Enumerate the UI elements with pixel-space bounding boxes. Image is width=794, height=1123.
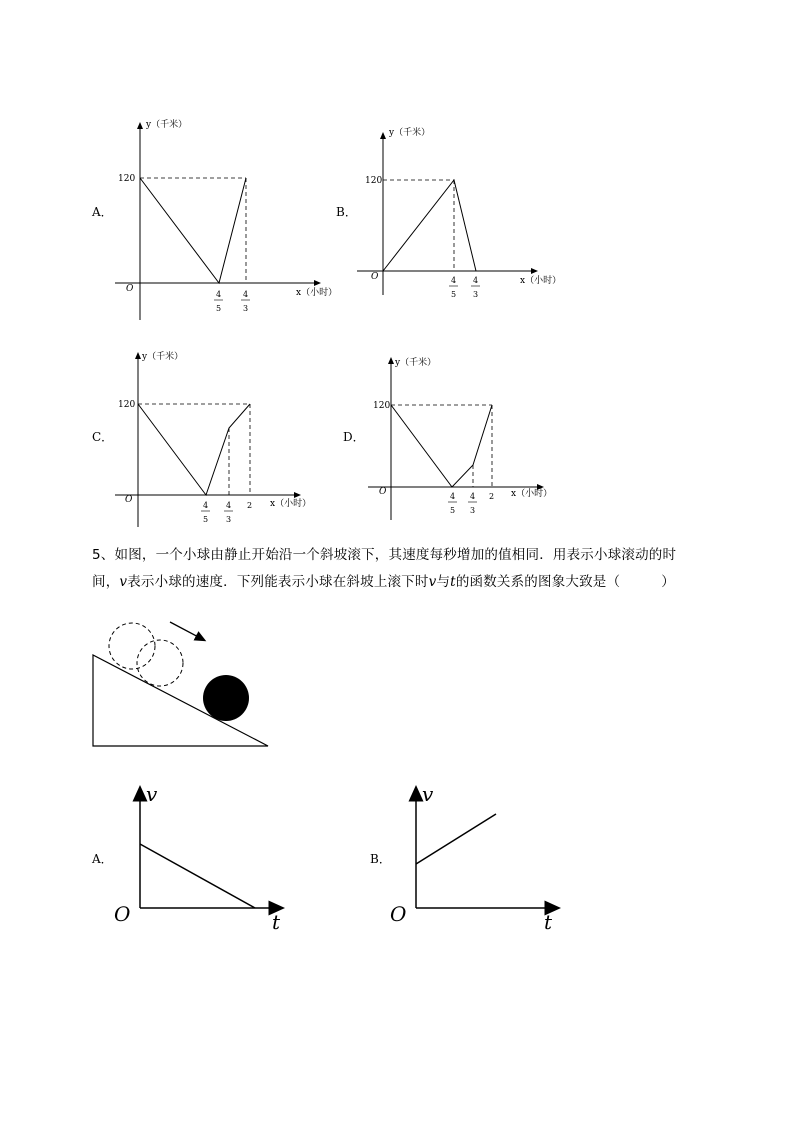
q-text: 与 bbox=[436, 574, 451, 590]
tick-num: 4 bbox=[470, 492, 476, 501]
graph-b bbox=[355, 125, 562, 300]
y-axis-label: y（千米） bbox=[395, 358, 437, 368]
y-tick-120: 120 bbox=[118, 174, 136, 184]
option-a-label: A． bbox=[92, 205, 113, 219]
ghost-ball bbox=[137, 640, 183, 686]
graph-line bbox=[140, 178, 246, 283]
question-line-1: 5、如图，一个小球由静止开始沿一个斜坡滚下，其速度每秒增加的值相同．用表示小球滚动的时 bbox=[92, 547, 677, 563]
graph-line bbox=[140, 844, 255, 908]
arrow-icon bbox=[170, 622, 204, 640]
tick-num: 4 bbox=[450, 492, 456, 501]
x-axis-label: x（小时） bbox=[520, 276, 562, 286]
ball bbox=[203, 675, 249, 721]
tick-den: 5 bbox=[451, 290, 457, 299]
y-tick-120: 120 bbox=[118, 400, 136, 410]
origin-label: O bbox=[390, 902, 407, 926]
tick-num: 4 bbox=[203, 501, 209, 510]
t-label: t bbox=[272, 910, 281, 934]
tick-num: 4 bbox=[216, 290, 222, 299]
t-label: t bbox=[544, 910, 553, 934]
origin-label: O bbox=[371, 272, 379, 282]
graph-d bbox=[365, 350, 553, 525]
tick-den: 3 bbox=[473, 290, 479, 299]
graph-line bbox=[383, 180, 476, 271]
y-axis-label: y（千米） bbox=[142, 352, 184, 362]
tick-num: 4 bbox=[451, 276, 457, 285]
tick-den: 3 bbox=[226, 515, 232, 524]
tick-2: 2 bbox=[247, 501, 253, 510]
q-var-t: t bbox=[450, 574, 456, 590]
option-d-label: D． bbox=[343, 430, 365, 444]
graph-c bbox=[110, 345, 310, 535]
graph-line bbox=[138, 404, 250, 495]
y-tick-120: 120 bbox=[365, 176, 383, 186]
tick-num: 4 bbox=[473, 276, 479, 285]
v-label: v bbox=[422, 782, 434, 806]
tick-num: 4 bbox=[243, 290, 249, 299]
q-text: 间， bbox=[92, 574, 120, 590]
v-label: v bbox=[146, 782, 158, 806]
graph-bottom-a bbox=[110, 783, 290, 933]
q-text: 的函数关系的图象大致是（ ） bbox=[455, 574, 676, 590]
tick-den: 5 bbox=[450, 506, 456, 515]
option-a-label-bottom: A． bbox=[92, 852, 113, 866]
tick-den: 3 bbox=[470, 506, 476, 515]
graph-bottom-b bbox=[386, 783, 566, 933]
x-axis-label: x（小时） bbox=[270, 499, 312, 509]
option-c-label: C． bbox=[92, 430, 114, 444]
question-5-text bbox=[92, 542, 732, 596]
x-axis-label: x（小时） bbox=[511, 489, 553, 499]
q-var-v: v bbox=[428, 574, 437, 590]
tick-num: 4 bbox=[226, 501, 232, 510]
origin-label: O bbox=[126, 284, 134, 294]
tick-2: 2 bbox=[489, 492, 495, 501]
question-line-2 bbox=[92, 569, 732, 596]
tick-den: 5 bbox=[216, 304, 222, 313]
graph-line bbox=[416, 814, 496, 864]
graph-line bbox=[391, 405, 492, 487]
graph-a bbox=[110, 115, 350, 325]
y-axis-label: y（千米） bbox=[389, 128, 431, 138]
origin-label: O bbox=[379, 487, 387, 497]
origin-label: O bbox=[125, 495, 133, 505]
q-text: 表示小球的速度．下列能表示小球在斜坡上滚下时 bbox=[127, 574, 429, 590]
q-var-v: v bbox=[119, 574, 128, 590]
y-axis-label: y（千米） bbox=[146, 120, 188, 130]
origin-label: O bbox=[114, 902, 131, 926]
option-b-label-bottom: B． bbox=[370, 852, 391, 866]
slope-figure bbox=[88, 612, 288, 752]
option-b-label: B． bbox=[336, 205, 357, 219]
tick-den: 3 bbox=[243, 304, 249, 313]
ghost-ball bbox=[109, 623, 155, 669]
tick-den: 5 bbox=[203, 515, 209, 524]
y-tick-120: 120 bbox=[373, 401, 391, 411]
x-axis-label: x（小时） bbox=[296, 288, 338, 298]
